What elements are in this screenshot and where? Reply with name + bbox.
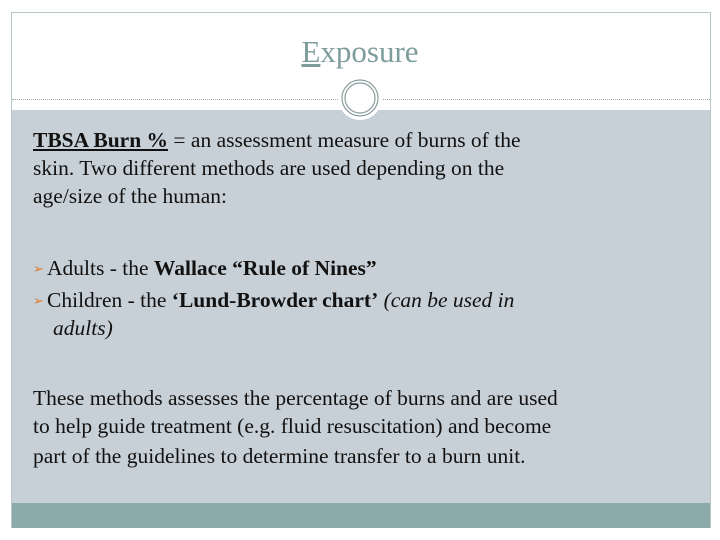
title-initial: E <box>301 34 321 69</box>
footer-band <box>12 503 710 528</box>
arrow-bullet-icon: ➢ <box>33 261 44 276</box>
definition-line-1 <box>33 126 520 154</box>
bullet-note: (can be used in <box>378 288 515 312</box>
bullet-prefix: Adults - the <box>47 256 154 280</box>
paragraph-line-1: These methods assesses the percentage of burns and are used <box>33 386 558 410</box>
bullet-children-cont <box>53 314 113 342</box>
bullet-method: Wallace “Rule of Nines” <box>153 256 377 280</box>
paragraph-line-3: part of the guidelines to determine transfer to a burn unit. <box>33 444 526 468</box>
definition-text: = an assessment measure of burns of the <box>168 128 521 152</box>
double-ring-icon <box>338 76 382 120</box>
paragraph-line-2: to help guide treatment (e.g. fluid resuscitation) and become <box>33 414 552 438</box>
definition-term: TBSA Burn % <box>33 128 169 152</box>
bullet-adults <box>33 254 377 283</box>
title-rest: xposure <box>320 34 419 69</box>
bullet-note-cont: adults) <box>53 316 113 340</box>
arrow-bullet-icon: ➢ <box>33 293 44 308</box>
bullet-children <box>33 286 514 315</box>
bullet-prefix: Children - the <box>47 288 172 312</box>
bullet-method: ‘Lund-Browder chart’ <box>171 288 379 312</box>
slide-title <box>0 34 720 70</box>
definition-line-2: skin. Two different methods are used depending on the <box>33 156 505 180</box>
definition-line-3: age/size of the human: <box>33 184 228 208</box>
